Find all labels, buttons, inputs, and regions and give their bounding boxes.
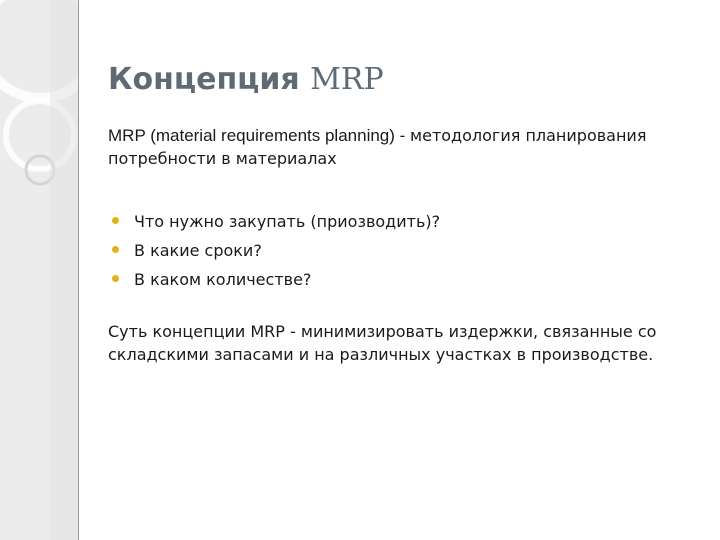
- list-item-text: В каком количестве?: [134, 270, 312, 289]
- decorative-circles: [0, 0, 78, 540]
- bullet-dot-icon: [112, 246, 119, 253]
- list-item: [112, 207, 440, 236]
- list-item-text: В какие сроки?: [134, 241, 262, 260]
- slide-title: [108, 62, 384, 97]
- title-russian: Концепция: [108, 62, 300, 97]
- bullet-dot-icon: [112, 275, 119, 282]
- list-item-text: Что нужно закупать (приозводить)?: [134, 212, 441, 231]
- question-list: [112, 207, 440, 294]
- title-mrp: MRP: [310, 62, 384, 97]
- bullet-dot-icon: [112, 217, 119, 224]
- list-item: [112, 236, 440, 265]
- decorative-sidebar: [0, 0, 79, 540]
- intro-text: методология планирования потребности в материалах: [108, 126, 647, 168]
- intro-definition: [108, 124, 688, 170]
- intro-term: MRP (material requirements planning) -: [108, 126, 411, 145]
- summary-paragraph: Суть концепции MRP - минимизировать издержки, связанные со складскими запасами и на различных участках в производстве.: [108, 322, 657, 364]
- list-item: [112, 265, 440, 294]
